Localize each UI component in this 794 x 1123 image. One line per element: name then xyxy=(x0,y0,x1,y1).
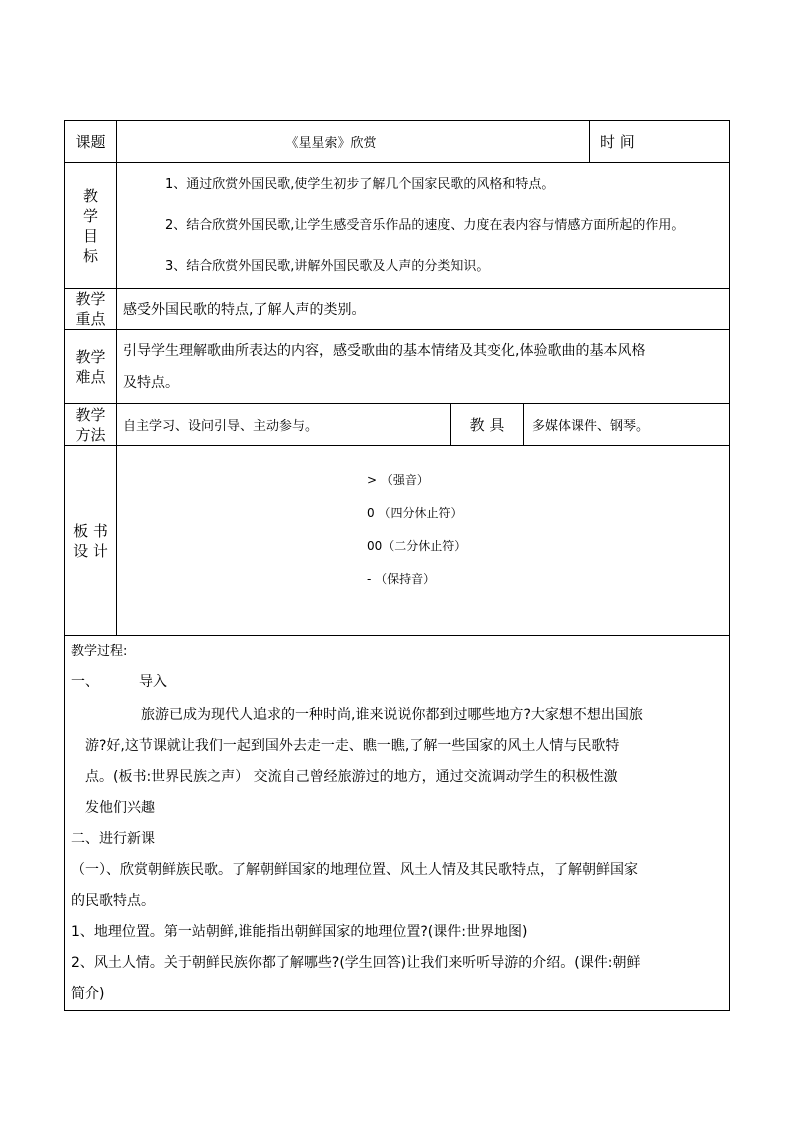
method-label-line: 教学 xyxy=(75,405,106,424)
topic-row xyxy=(65,121,730,163)
key-points-label-line: 教学 xyxy=(75,290,106,308)
section-intro-heading xyxy=(71,672,723,692)
section-title: 导入 xyxy=(139,674,167,690)
board-line: - （保持音） xyxy=(367,572,436,586)
section-number: 一、 xyxy=(71,674,99,690)
goal-item: 1、通过欣赏外国民歌,使学生初步了解几个国家民歌的风格和特点。 xyxy=(165,176,555,192)
key-points-value: 感受外国民歌的特点,了解人声的类别。 xyxy=(123,302,366,318)
paragraph-line: 游?好,这节课就让我们一起到国外去走一走、瞧一瞧,了解一些国家的风土人情与民歌特 xyxy=(85,738,620,754)
key-points-label-line: 重点 xyxy=(75,310,106,328)
topic-value: 《星星索》欣赏 xyxy=(285,136,377,151)
subsection-line: （一）、欣赏朝鲜族民歌。了解朝鲜国家的地理位置、风土人情及其民歌特点，了解朝鲜国家 xyxy=(71,862,638,878)
tools-cell xyxy=(524,404,730,446)
goals-row xyxy=(65,163,730,289)
key-points-row xyxy=(65,289,730,330)
list-item: 简介) xyxy=(71,986,105,1002)
paragraph-line: 旅游已成为现代人追求的一种时尚,谁来说说你都到过哪些地方?大家想不想出国旅 xyxy=(141,707,643,723)
goals-label-char: 标 xyxy=(82,246,98,265)
difficulty-value-line: 及特点。 xyxy=(123,374,179,391)
method-row xyxy=(65,404,730,446)
board-line: 0 （四分休止符） xyxy=(367,506,463,520)
difficulty-cell xyxy=(117,330,730,404)
goal-item: 3、结合欣赏外国民歌,讲解外国民歌及人声的分类知识。 xyxy=(165,258,490,274)
paragraph-line: 点。(板书:世界民族之声） 交流自己曾经旅游过的地方，通过交流调动学生的积极性激 xyxy=(85,769,618,785)
list-item: 1、地理位置。第一站朝鲜,谁能指出朝鲜国家的地理位置?(课件:世界地图) xyxy=(71,924,528,940)
goal-item: 2、结合欣赏外国民歌,让学生感受音乐作品的速度、力度在表内容与情感方面所起的作用。 xyxy=(165,217,685,233)
board-label-line: 板 书 xyxy=(73,521,108,540)
section-new-lesson: 二、进行新课 xyxy=(71,831,155,847)
tools-label: 教 具 xyxy=(469,415,505,434)
key-points-label xyxy=(65,289,117,330)
board-line: > （强音） xyxy=(367,473,429,487)
board-label-line: 设 计 xyxy=(73,541,108,560)
goals-label-char: 教 xyxy=(82,186,98,205)
process-cell xyxy=(65,636,730,1011)
tools-value: 多媒体课件、钢琴。 xyxy=(532,419,650,434)
time-cell xyxy=(590,121,730,163)
board-line: 00（二分休止符） xyxy=(367,539,467,553)
difficulty-value-line: 引导学生理解歌曲所表达的内容，感受歌曲的基本情绪及其变化,体验歌曲的基本风格 xyxy=(123,342,646,359)
method-value: 自主学习、设问引导、主动参与。 xyxy=(123,419,319,434)
process-row xyxy=(65,636,730,1011)
list-item: 2、风土人情。关于朝鲜民族你都了解哪些?(学生回答)让我们来听听导游的介绍。(课件:朝鲜 xyxy=(71,955,641,971)
method-label-line: 方法 xyxy=(75,425,106,444)
difficulty-label xyxy=(65,330,117,404)
topic-label: 课题 xyxy=(65,121,117,163)
method-cell xyxy=(117,404,451,446)
lesson-plan-table xyxy=(64,120,730,1011)
board-cell xyxy=(117,446,730,636)
key-points-cell xyxy=(117,289,730,330)
difficulty-label-line: 教学 xyxy=(75,347,106,366)
tools-label-cell xyxy=(451,404,524,446)
subsection-line: 的民歌特点。 xyxy=(71,893,155,909)
method-label xyxy=(65,404,117,446)
goals-label-char: 学 xyxy=(82,206,98,225)
board-row xyxy=(65,446,730,636)
difficulty-row xyxy=(65,330,730,404)
board-label xyxy=(65,446,117,636)
goals-label xyxy=(65,163,117,289)
time-label: 时 间 xyxy=(600,132,635,151)
topic-value-cell xyxy=(117,121,590,163)
goals-label-char: 目 xyxy=(82,226,98,245)
goals-cell xyxy=(117,163,730,289)
difficulty-label-line: 难点 xyxy=(75,367,106,386)
intro-paragraph xyxy=(71,700,723,824)
process-title: 教学过程: xyxy=(71,644,128,659)
paragraph-line: 发他们兴趣 xyxy=(85,800,155,816)
